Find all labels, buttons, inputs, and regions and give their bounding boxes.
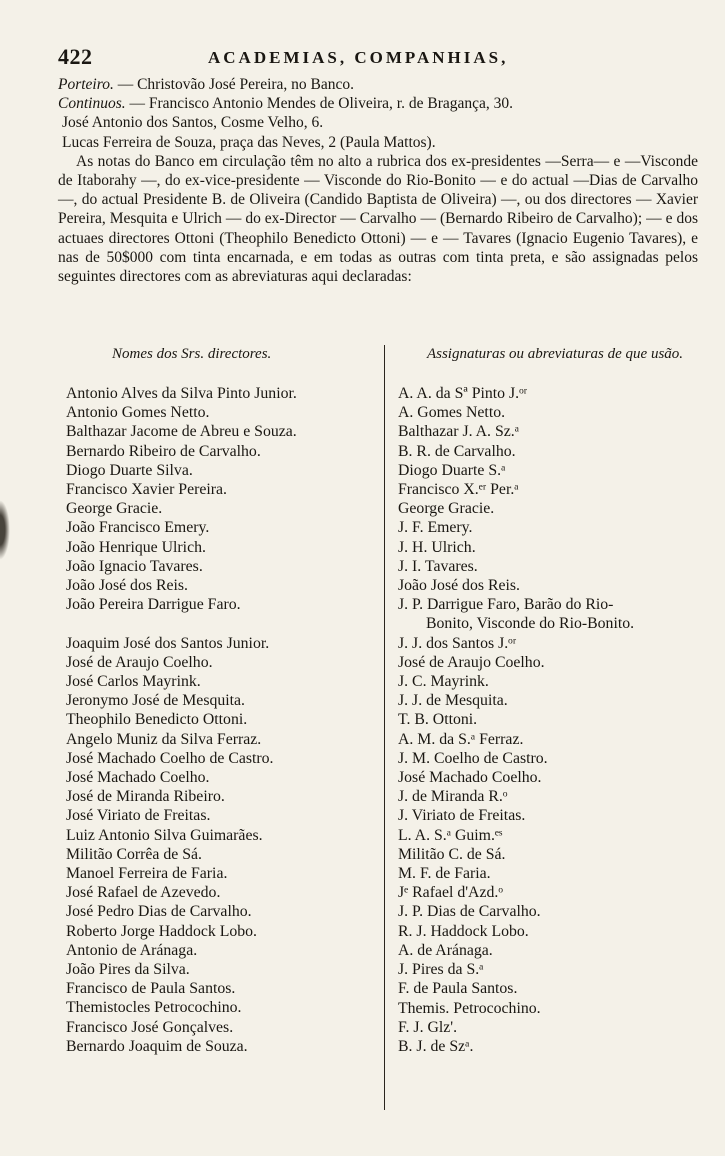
staff-text: José Antonio dos Santos, Cosme Velho, 6. xyxy=(62,114,324,132)
staff-line xyxy=(58,94,698,113)
director-abbreviation: George Gracie. xyxy=(398,500,495,518)
director-name: José Carlos Mayrink. xyxy=(66,673,201,691)
director-abbreviation: J. P. Dias de Carvalho. xyxy=(398,903,541,921)
staff-text: — Francisco Antonio Mendes de Oliveira, r. de Bragança, 30. xyxy=(125,95,514,113)
director-name: Balthazar Jacome de Abreu e Souza. xyxy=(66,423,297,441)
director-abbreviation: J. Viriato de Freitas. xyxy=(398,807,526,825)
director-abbreviation: B. J. de Szᵃ. xyxy=(398,1037,474,1055)
director-abbreviation: Francisco X.ᵉʳ Per.ᵃ xyxy=(398,481,519,499)
director-name: João Francisco Emery. xyxy=(66,519,210,537)
director-name: Angelo Muniz da Silva Ferraz. xyxy=(66,730,262,748)
director-abbreviation: L. A. S.ᵃ Guim.ᵉˢ xyxy=(398,826,503,844)
staff-text: Lucas Ferreira de Souza, praça das Neves, 2 (Paula Mattos). xyxy=(62,133,436,151)
director-abbreviation: Diogo Duarte S.ᵃ xyxy=(398,461,506,479)
director-abbreviation: J. H. Ulrich. xyxy=(398,538,476,556)
director-name: José Machado Coelho. xyxy=(66,769,210,787)
director-abbreviation: J. C. Mayrink. xyxy=(398,673,489,691)
names-column-heading: Nomes dos Srs. directores. xyxy=(112,346,272,362)
director-abbreviation: Themis. Petrocochino. xyxy=(398,999,541,1017)
director-name: José Pedro Dias de Carvalho. xyxy=(66,903,252,921)
director-abbreviation: José de Araujo Coelho. xyxy=(398,653,545,671)
director-name: Luiz Antonio Silva Guimarães. xyxy=(66,826,263,844)
director-name: José de Araujo Coelho. xyxy=(66,653,213,671)
director-abbreviation: A. A. da Sª Pinto J.ᵒʳ xyxy=(398,385,528,402)
director-name: João José dos Reis. xyxy=(66,577,188,595)
director-abbreviation: Jᵉ Rafael d'Azd.ᵒ xyxy=(398,884,503,902)
director-name: Antonio de Aránaga. xyxy=(66,941,198,959)
staff-line xyxy=(58,133,698,152)
director-name: Francisco José Gonçalves. xyxy=(66,1018,234,1036)
column-divider xyxy=(384,345,385,1110)
director-name: Roberto Jorge Haddock Lobo. xyxy=(66,922,257,940)
director-abbreviation: J. Pires da S.ᵃ xyxy=(398,961,484,979)
director-name: João Pires da Silva. xyxy=(66,961,190,979)
director-abbreviation: M. F. de Faria. xyxy=(398,865,491,883)
director-abbreviation: Balthazar J. A. Sz.ᵃ xyxy=(398,423,520,441)
staff-role: Continuos. xyxy=(58,95,126,113)
director-name: George Gracie. xyxy=(66,500,163,518)
director-abbreviation: B. R. de Carvalho. xyxy=(398,442,516,460)
director-abbreviation: F. J. Glz'. xyxy=(398,1018,458,1036)
director-abbreviation: R. J. Haddock Lobo. xyxy=(398,922,529,940)
director-name: Antonio Gomes Netto. xyxy=(66,404,210,422)
director-abbreviation: João José dos Reis. xyxy=(398,577,520,595)
director-name: Francisco de Paula Santos. xyxy=(66,980,236,998)
director-name: José Rafael de Azevedo. xyxy=(66,884,221,902)
director-abbreviation: J. M. Coelho de Castro. xyxy=(398,749,548,767)
director-name: José Machado Coelho de Castro. xyxy=(66,749,274,767)
director-abbreviation: A. Gomes Netto. xyxy=(398,404,506,422)
director-name: Militão Corrêa de Sá. xyxy=(66,845,202,863)
staff-list xyxy=(58,75,698,152)
intro-section xyxy=(58,75,698,286)
notes-paragraph: As notas do Banco em circulação têm no alto a rubrica dos ex-presidentes —Serra— e —Visconde de Itaborahy —, do ex-vice-presidente — Visconde do Rio-Bonito — e do actual —Dias de Carvalho —, do actual Presidente B. de Oliveira (Candido Baptista de Oliveira) —, ou dos directores — Xavier Pereira, Mesquita e Ulrich — do ex-Director — Carvalho — (Bernardo Ribeiro de Carvalho); — e dos actuaes directores Ottoni (Theophilo Benedicto Ottoni) — e — Tavares (Ignacio Eugenio Tavares), e nas de 50$000 com tinta encarnada, e em todas as outras com tinta preta, e são assignadas pelos seguintes directores com as abreviaturas aqui declaradas: xyxy=(58,152,698,286)
director-abbreviation: J. J. dos Santos J.ᵒʳ xyxy=(398,634,517,652)
director-abbreviation-continued: Bonito, Visconde do Rio-Bonito. xyxy=(426,615,635,633)
directors-abbreviations-list xyxy=(398,384,708,1056)
director-abbreviation: J. P. Darrigue Faro, Barão do Rio- xyxy=(398,596,614,614)
director-name: João Henrique Ulrich. xyxy=(66,538,206,556)
director-abbreviation: A. M. da S.ᵃ Ferraz. xyxy=(398,730,524,748)
director-name: Bernardo Ribeiro de Carvalho. xyxy=(66,442,261,460)
director-name: Joaquim José dos Santos Junior. xyxy=(66,634,270,652)
director-name: Bernardo Joaquim de Souza. xyxy=(66,1037,248,1055)
director-abbreviation: A. de Aránaga. xyxy=(398,941,493,959)
abbreviations-column-heading: Assignaturas ou abreviaturas de que usão. xyxy=(426,346,684,362)
director-abbreviation: J. J. de Mesquita. xyxy=(398,692,508,710)
staff-line xyxy=(58,113,698,132)
director-name: José Viriato de Freitas. xyxy=(66,807,211,825)
director-name: Theophilo Benedicto Ottoni. xyxy=(66,711,248,729)
director-abbreviation: J. F. Emery. xyxy=(398,519,473,537)
director-abbreviation: Militão C. de Sá. xyxy=(398,845,506,863)
director-name: João Ignacio Tavares. xyxy=(66,557,203,575)
director-abbreviation: T. B. Ottoni. xyxy=(398,711,478,729)
director-name: Manoel Ferreira de Faria. xyxy=(66,865,228,883)
director-name: Themistocles Petrocochino. xyxy=(66,999,242,1017)
page-edge-shadow xyxy=(0,500,10,560)
director-name: Antonio Alves da Silva Pinto Junior. xyxy=(66,385,297,402)
director-name: Jeronymo José de Mesquita. xyxy=(66,692,246,710)
director-name: Diogo Duarte Silva. xyxy=(66,461,193,479)
row-spacer xyxy=(66,614,381,633)
director-abbreviation: José Machado Coelho. xyxy=(398,769,542,787)
staff-line xyxy=(58,75,698,94)
director-abbreviation: J. I. Tavares. xyxy=(398,557,478,575)
director-abbreviation: J. de Miranda R.ᵒ xyxy=(398,788,508,806)
page-header xyxy=(58,44,698,70)
page-number: 422 xyxy=(58,44,93,69)
director-name: José de Miranda Ribeiro. xyxy=(66,788,225,806)
running-title: ACADEMIAS, COMPANHIAS, xyxy=(208,48,509,67)
director-name: João Pereira Darrigue Faro. xyxy=(66,596,241,614)
directors-names-list xyxy=(66,384,381,1056)
director-name: Francisco Xavier Pereira. xyxy=(66,481,227,499)
staff-text: — Christovão José Pereira, no Banco. xyxy=(113,76,355,93)
staff-role: Porteiro. xyxy=(58,76,114,93)
director-abbreviation: F. de Paula Santos. xyxy=(398,980,518,998)
